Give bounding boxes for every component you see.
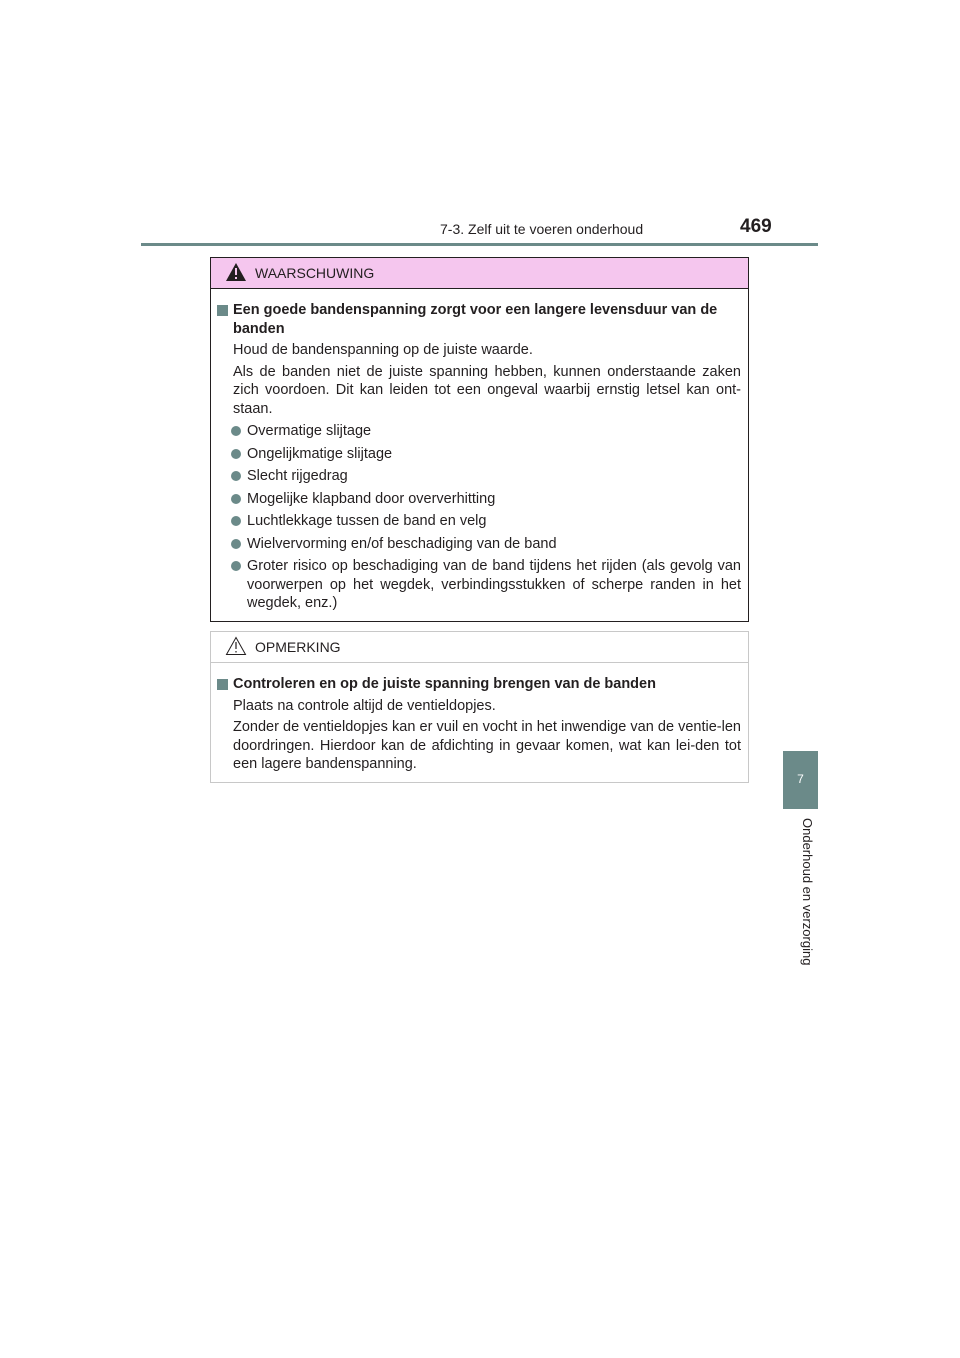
warning-paragraph: Houd de bandenspanning op de juiste waarde. — [233, 342, 533, 358]
warning-paragraph: Als de banden niet de juiste spanning hebben, kunnen onderstaande zaken zich voordoen. Dit kan leiden tot een ongeval waarbij ernstig letsel kan ont-staan. — [233, 363, 741, 417]
chapter-number: 7 — [797, 772, 804, 786]
caution-triangle-icon — [225, 636, 247, 656]
round-bullet-icon — [231, 494, 241, 504]
list-item — [231, 557, 741, 613]
round-bullet-icon — [231, 426, 241, 436]
list-item-text: Wielvervorming en/of beschadiging van de band — [247, 535, 557, 552]
list-item-text: Slecht rijgedrag — [247, 468, 348, 484]
warning-triangle-icon — [225, 262, 247, 282]
round-bullet-icon — [231, 561, 241, 571]
page-number: 469 — [740, 216, 772, 237]
note-section-title-text: Controleren en op de juiste spanning brengen van de banden — [233, 676, 656, 692]
square-bullet-icon — [217, 679, 228, 690]
warning-header — [211, 258, 748, 289]
list-item-text: Luchtlekkage tussen de band en velg — [247, 513, 487, 529]
round-bullet-icon — [231, 449, 241, 459]
note-body — [211, 663, 748, 774]
chapter-title: Onderhoud en verzorging — [800, 818, 815, 966]
list-item-text: Overmatige slijtage — [247, 423, 372, 439]
warning-section-title-text: Een goede bandenspanning zorgt voor een langere levensduur van de banden — [233, 302, 718, 337]
note-header — [211, 632, 748, 663]
section-header: 7-3. Zelf uit te voeren onderhoud — [440, 221, 644, 237]
warning-title: WAARSCHUWING — [255, 265, 375, 281]
list-item — [231, 535, 741, 554]
list-item — [231, 422, 741, 441]
chapter-tab[interactable] — [783, 751, 818, 809]
round-bullet-icon — [231, 539, 241, 549]
note-section-title — [217, 675, 741, 694]
list-item — [231, 490, 741, 509]
note-paragraph: Plaats na controle altijd de ventieldopjes. — [233, 697, 496, 714]
list-item-text: Ongelijkmatige slijtage — [247, 445, 393, 462]
round-bullet-icon — [231, 516, 241, 526]
header-divider — [141, 243, 818, 246]
list-item-text: Groter risico op beschadiging van de band tijdens het rijden (als gevolg van voorwerpen op het wegdek, verbindingsstukken of scherpe randen in het wegdek, enz.) — [247, 558, 741, 611]
warning-section-title — [217, 301, 741, 338]
note-title: OPMERKING — [255, 639, 341, 655]
round-bullet-icon — [231, 471, 241, 481]
warning-body — [211, 289, 748, 613]
note-box — [210, 631, 749, 783]
list-item — [231, 445, 741, 464]
warning-box — [210, 257, 749, 622]
list-item-text: Mogelijke klapband door oververhitting — [247, 490, 496, 507]
note-paragraph: Zonder de ventieldopjes kan er vuil en vocht in het inwendige van de ventie-len doordringen. Hierdoor kan de afdichting in gevaar komen, wat kan lei-den tot een lagere bandenspanning. — [233, 719, 741, 772]
list-item — [231, 467, 741, 486]
warning-bullet-list — [217, 422, 741, 613]
list-item — [231, 512, 741, 531]
square-bullet-icon — [217, 305, 228, 316]
